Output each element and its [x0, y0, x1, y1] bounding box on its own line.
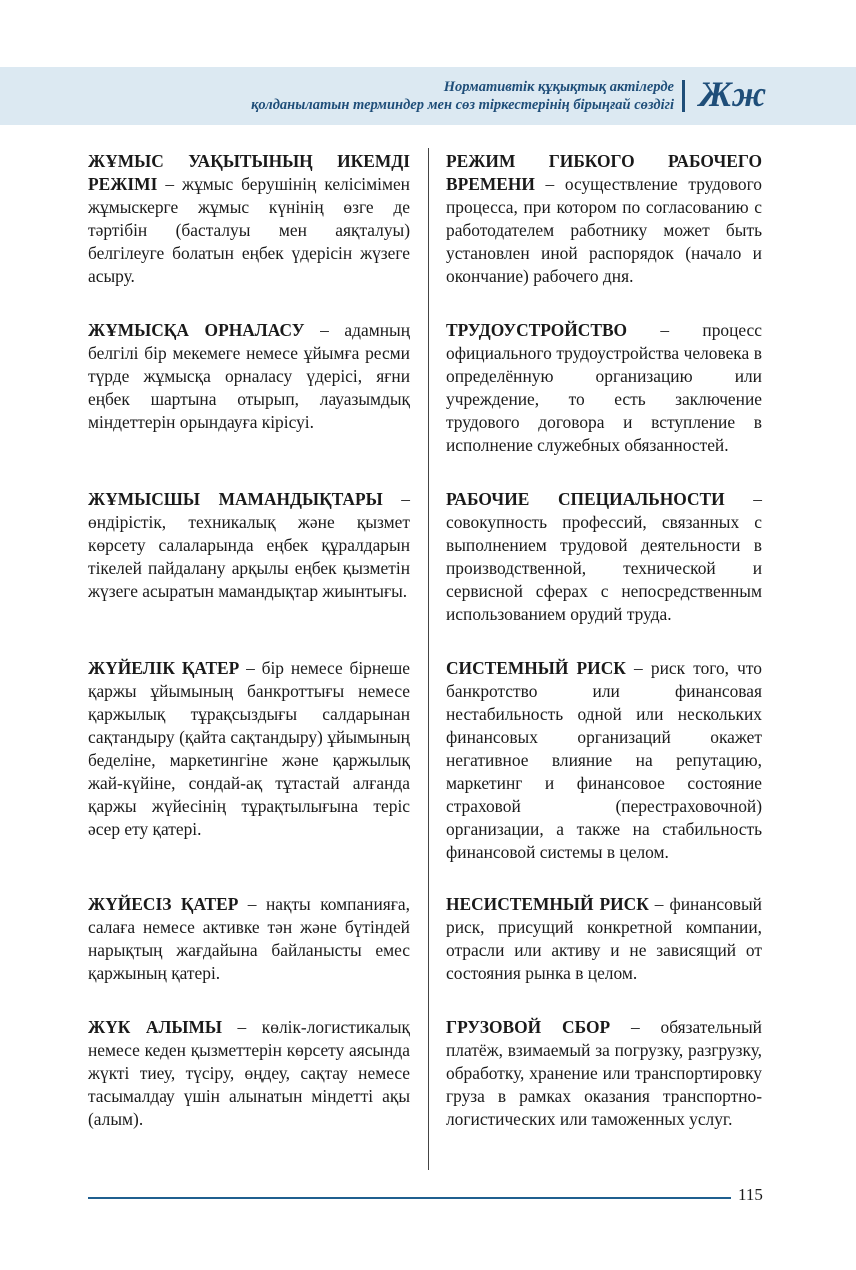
term-kz: ЖҮК АЛЫМЫ — [88, 1017, 222, 1037]
definition-ru: – процесс официального трудоустройства человека в определённую организацию или учреждение, то есть заключение трудового договора и вступление в исполнение служебных обязанностей. — [446, 320, 762, 455]
entry-kz — [88, 657, 410, 841]
term-ru: СИСТЕМНЫЙ РИСК — [446, 658, 626, 678]
entry-ru — [446, 319, 762, 457]
entry-ru — [446, 657, 762, 864]
running-header-line-2: қолданылатын терминдер мен сөз тіркестерінің бірыңғай сөздігі — [251, 97, 674, 113]
term-kz: ЖҰМЫС УАҚЫТЫНЫҢ ИКЕМДІ РЕЖІМІ — [88, 151, 410, 194]
definition-ru: – риск того, что банкротство или финансовая нестабильность одной или нескольких финансовых организаций окажет негативное влияние на репутацию, маркетинг и финансовое состояние страховой (перестраховочной) организации, а также на стабильность финансовой системы в целом. — [446, 658, 762, 862]
definition-ru: – обязательный платёж, взимаемый за погрузку, разгрузку, обработку, хранение или транспортировку груза в рамках оказания транспортно-логистических или таможенных услуг. — [446, 1017, 762, 1129]
running-header — [251, 78, 674, 114]
term-kz: ЖҮЙЕЛІК ҚАТЕР — [88, 658, 240, 678]
section-letters: Жж — [699, 74, 767, 114]
entry-kz — [88, 1016, 410, 1131]
definition-kz: – жұмыс берушінің келісімімен жұмыскерге жұмыс күнінің өзге де тәртібін (басталуы мен аяқталуы) белгілеуге болатын еңбек үдерісін жүзеге асыру. — [88, 174, 410, 286]
entry-ru — [446, 893, 762, 985]
entry-ru — [446, 488, 762, 626]
running-header-line-1: Нормативтік құқықтық актілерде — [443, 79, 674, 95]
definition-ru: – совокупность профессий, связанных с выполнением трудовой деятельности в производственной, технической и сервисной сферах с непосредственным использованием орудий труда. — [446, 489, 763, 624]
header-divider — [682, 80, 685, 112]
term-kz: ЖҮЙЕСІЗ ҚАТЕР — [88, 894, 239, 914]
entry-kz — [88, 893, 410, 985]
definition-kz: – өндірістік, техникалық және қызмет көрсету салаларында еңбек құралдарын тікелей пайдалану арқылы еңбек қызметін жүзеге асыратын мамандықтар жиынтығы. — [88, 489, 410, 601]
definition-kz: – нақты компанияға, салаға немесе активке тән және бүтіндей нарықтың жағдайына байланысты емес қаржының қатері. — [88, 894, 410, 983]
definition-ru: – осуществление трудового процесса, при котором по согласованию с работодателем работнику может быть установлен иной распорядок (начало и окончание) рабочего дня. — [446, 174, 762, 286]
definition-kz: – адамның белгілі бір мекемеге немесе ұйымға ресми түрде жұмысқа орналасу үдерісі, яғни еңбек шартына отырып, лауазымдық міндеттерін орындауға кірісуі. — [88, 320, 410, 432]
term-ru: РАБОЧИЕ СПЕЦИАЛЬНОСТИ — [446, 489, 725, 509]
definition-kz: – бір немесе бірнеше қаржы ұйымының банкроттығы немесе қаржылық тұрақсыздығы салдарынан сақтандыру (қайта сақтандыру) ұйымының беделіне, маркетингіне және қаржылық жай-күйіне, сондай-ақ тұтастай алғанда қаржы жүйесінің тұрақтылығына теріс әсер ету қатері. — [88, 658, 410, 839]
entry-kz — [88, 488, 410, 603]
column-divider — [428, 148, 429, 1170]
entry-ru — [446, 1016, 762, 1131]
term-ru: НЕСИСТЕМНЫЙ РИСК — [446, 894, 649, 914]
footer-rule — [88, 1197, 731, 1199]
definition-kz: – көлік-логистикалық немесе кеден қызметтерін көрсету аясында жүкті тиеу, түсіру, өңдеу, сақтау немесе тасымалдау үшін алынатын міндетті ақы (алым). — [88, 1017, 410, 1129]
term-ru: ТРУДОУСТРОЙСТВО — [446, 320, 628, 340]
entry-kz — [88, 150, 410, 288]
term-ru: ГРУЗОВОЙ СБОР — [446, 1017, 611, 1037]
entry-ru — [446, 150, 762, 288]
term-kz: ЖҰМЫСШЫ МАМАНДЫҚТАРЫ — [88, 489, 383, 509]
term-kz: ЖҰМЫСҚА ОРНАЛАСУ — [88, 320, 305, 340]
entry-kz — [88, 319, 410, 434]
definition-ru: – финансовый риск, присущий конкретной компании, отрасли или активу и не зависящий от состояния рынка в целом. — [446, 894, 762, 983]
term-ru: РЕЖИМ ГИБКОГО РАБОЧЕГО ВРЕМЕНИ — [446, 151, 762, 194]
page-number: 115 — [738, 1185, 763, 1204]
